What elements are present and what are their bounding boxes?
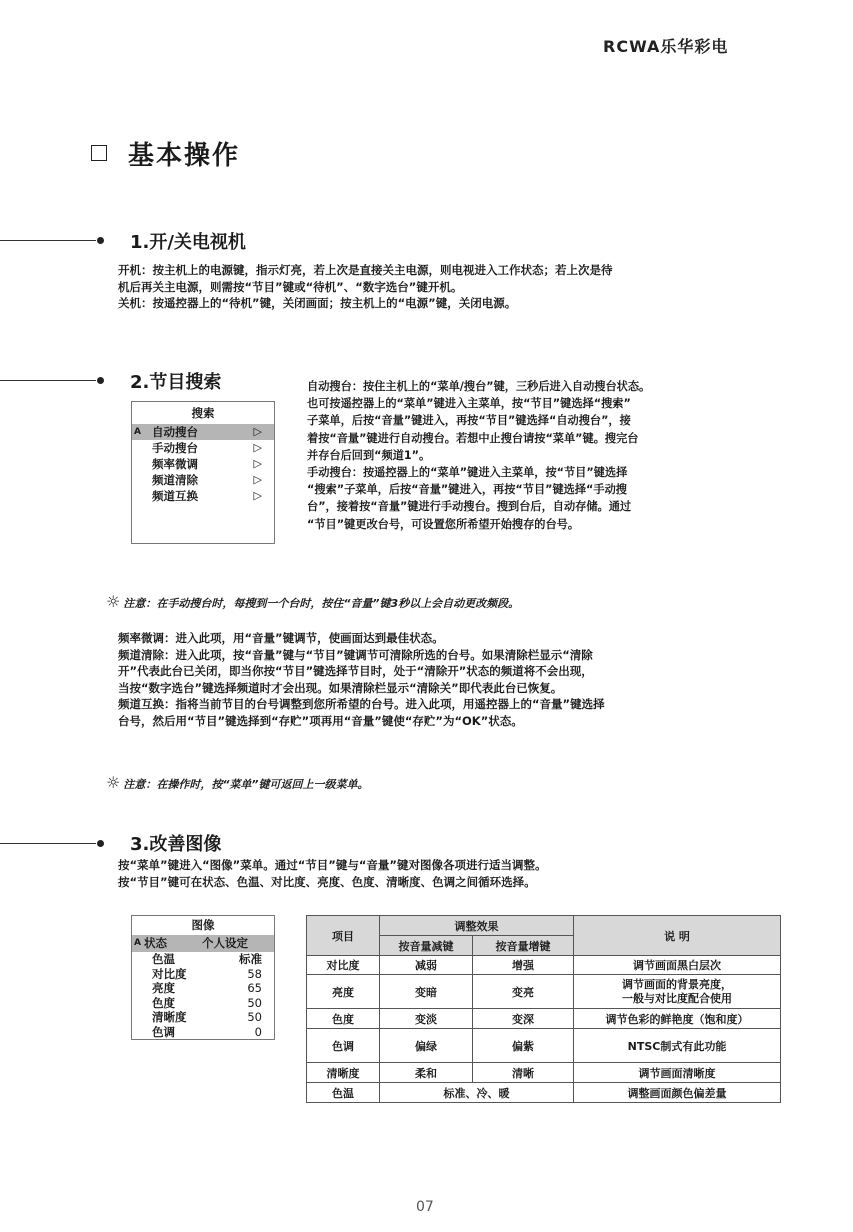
cell-item: 亮度 <box>307 975 380 1009</box>
text-line: 机后再关主电源，则需按“节目”键或“待机”、“数字选台”键开机。 <box>118 279 463 294</box>
search-menu <box>131 401 275 544</box>
text-line: 按“节目”键可在状态、色温、对比度、亮度、色度、清晰度、色调之间循环选择。 <box>118 874 536 889</box>
text-line: 频道互换：指将当前节目的台号调整到您所希望的台号。进入此项，用遥控器上的“音量”键选择 <box>118 697 605 711</box>
cell-inc: 偏紫 <box>473 1029 574 1063</box>
table-row <box>307 975 781 1009</box>
arrow-right-icon: ▷ <box>253 425 262 438</box>
section-rule <box>0 240 96 241</box>
menu-item-value: 个人设定 <box>202 936 248 950</box>
section-power-text <box>118 262 788 312</box>
menu-item-brightness[interactable] <box>132 981 274 996</box>
menu-item-color[interactable] <box>132 996 274 1011</box>
menu-title: 图像 <box>191 918 215 932</box>
menu-item-label: 状态 <box>144 936 167 950</box>
arrow-right-icon: ▷ <box>253 473 262 486</box>
cell-desc: 调节色彩的鲜艳度（饱和度） <box>574 1009 781 1029</box>
text-line: 手动搜台：按遥控器上的“菜单”键进入主菜单，按“节目”键选择 <box>307 466 628 480</box>
cell-dec: 柔和 <box>380 1063 473 1083</box>
table-row <box>307 1083 781 1103</box>
text-line: 着按“音量”键进行自动搜台。若想中止搜台请按“菜单”键。搜完台 <box>307 431 639 445</box>
section-picture-text <box>118 857 793 890</box>
cell-inc: 变亮 <box>473 975 574 1009</box>
adjustment-table <box>306 915 781 1103</box>
menu-item-value: 0 <box>254 1024 262 1039</box>
cell-desc: 调节画面黑白层次 <box>574 956 781 975</box>
menu-item-label: 频率微调 <box>152 457 198 471</box>
table-row <box>307 1029 781 1063</box>
menu-item-channel-swap[interactable] <box>132 488 274 504</box>
note-text: 注意：在操作时，按“菜单”键可返回上一级菜单。 <box>123 778 369 791</box>
cell-inc: 增强 <box>473 956 574 975</box>
cell-item: 对比度 <box>307 956 380 975</box>
cursor-mark: A <box>134 938 141 948</box>
header-effect: 调整效果 <box>380 916 574 936</box>
text-line: “搜索”子菜单，后按“音量”键进入，再按“节目”键选择“手动搜 <box>307 483 627 497</box>
menu-item-label: 手动搜台 <box>152 441 198 455</box>
menu-item-color-temp[interactable] <box>132 952 274 967</box>
menu-title: 搜索 <box>191 406 215 420</box>
menu-item-value: 58 <box>247 966 262 981</box>
arrow-right-icon: ▷ <box>253 457 262 470</box>
header-volume-up: 按音量增键 <box>473 936 574 956</box>
menu-item-auto-search[interactable] <box>132 424 274 440</box>
cell-item: 清晰度 <box>307 1063 380 1083</box>
page-number: 07 <box>416 1199 434 1215</box>
note-menu-return <box>106 773 369 792</box>
menu-item-label: 色调 <box>152 1024 175 1039</box>
section-title-picture: 3.改善图像 <box>130 834 222 855</box>
menu-item-value: 50 <box>247 1010 262 1024</box>
menu-item-label: 色度 <box>152 995 175 1010</box>
cell-dec: 减弱 <box>380 956 473 975</box>
bullet-dot <box>97 377 104 384</box>
note-manual-search <box>106 592 519 611</box>
picture-menu <box>131 915 275 1040</box>
sun-icon: ☼ <box>106 592 121 611</box>
menu-item-label: 亮度 <box>152 981 175 995</box>
header-description: 说 明 <box>574 916 781 956</box>
section-search-text-2 <box>118 630 793 729</box>
sun-icon: ☼ <box>106 773 121 792</box>
table-row <box>307 956 781 975</box>
menu-item-label: 频道清除 <box>152 473 198 487</box>
cursor-mark: A <box>134 427 141 437</box>
text-line: 开机：按主机上的电源键，指示灯亮，若上次是直接关主电源，则电视进入工作状态；若上次是待 <box>118 263 613 277</box>
menu-item-channel-clear[interactable] <box>132 472 274 488</box>
section-search-text <box>307 378 787 533</box>
header-volume-down: 按音量减键 <box>380 936 473 956</box>
text-line: 频道清除：进入此项，按“音量”键与“节目”键调节可清除所选的台号。如果清除栏显示“清除 <box>118 647 593 662</box>
text-line: 台”，接着按“音量”键进行手动搜台。搜到台后，自动存储。通过 <box>307 500 632 514</box>
cell-desc <box>574 975 781 1009</box>
section-rule <box>0 843 96 844</box>
text-line: 开”代表此台已关闭，即当你按“节目”键选择节目时，处于“清除开”状态的频道将不会出现， <box>118 664 593 678</box>
menu-item-label: 频道互换 <box>152 489 198 503</box>
arrow-right-icon: ▷ <box>253 441 262 454</box>
menu-item-label: 色温 <box>152 952 175 966</box>
menu-item-contrast[interactable] <box>132 967 274 982</box>
bullet-dot <box>97 237 104 244</box>
menu-item-fine-tune[interactable] <box>132 456 274 472</box>
section-title-power: 1.开/关电视机 <box>130 232 246 253</box>
cell-inc: 变深 <box>473 1009 574 1029</box>
text-line: 频率微调：进入此项，用“音量”键调节，使画面达到最佳状态。 <box>118 631 444 645</box>
menu-item-value: 50 <box>247 995 262 1010</box>
section-title-search: 2.节目搜索 <box>130 372 222 393</box>
arrow-right-icon: ▷ <box>253 489 262 502</box>
text-line: 自动搜台：按住主机上的“菜单/搜台”键，三秒后进入自动搜台状态。 <box>307 380 651 393</box>
menu-item-label: 对比度 <box>152 966 187 981</box>
menu-item-value: 65 <box>247 981 262 995</box>
table-row <box>307 1009 781 1029</box>
text-line: 并存台后回到“频道1”。 <box>307 448 431 462</box>
menu-item-status[interactable] <box>132 935 274 952</box>
text-line: 按“菜单”键进入“图像”菜单。通过“节目”键与“音量”键对图像各项进行适当调整。 <box>118 858 547 872</box>
cell-dec: 变暗 <box>380 975 473 1009</box>
text-line: 台号，然后用“节目”键选择到“存贮”项再用“音量”键使“存贮”为“OK”状态。 <box>118 713 523 728</box>
brand-logo: RCWA乐华彩电 <box>603 37 729 56</box>
menu-item-sharpness[interactable] <box>132 1010 274 1025</box>
cell-item: 色调 <box>307 1029 380 1063</box>
note-text: 注意：在手动搜台时，每搜到一个台时，按住“音量”键3秒以上会自动更改频段。 <box>123 597 520 610</box>
menu-item-tint[interactable] <box>132 1025 274 1040</box>
cell-desc-line: 调节画面的背景亮度， <box>622 977 732 991</box>
cell-desc: 调整画面颜色偏差量 <box>574 1083 781 1103</box>
cell-merged: 标准、冷、暖 <box>380 1083 574 1103</box>
cell-item: 色度 <box>307 1009 380 1029</box>
text-line: 当按“数字选台”键选择频道时才会出现。如果清除栏显示“清除关”即代表此台已恢复。 <box>118 680 563 695</box>
menu-item-label: 自动搜台 <box>152 425 198 439</box>
title-checkbox-icon <box>91 145 107 161</box>
page-title: 基本操作 <box>128 141 241 171</box>
cell-item: 色温 <box>307 1083 380 1103</box>
menu-item-label: 清晰度 <box>152 1010 187 1024</box>
header-item: 项目 <box>307 916 380 956</box>
text-line: “节目”键更改台号，可设置您所希望开始搜存的台号。 <box>307 517 580 531</box>
table-row <box>307 1063 781 1083</box>
cell-desc: 调节画面清晰度 <box>574 1063 781 1083</box>
text-line: 子菜单，后按“音量”键进入，再按“节目”键选择“自动搜台”，接 <box>307 414 631 428</box>
section-rule <box>0 380 96 381</box>
menu-item-value: 标准 <box>239 952 262 966</box>
cell-inc: 清晰 <box>473 1063 574 1083</box>
bullet-dot <box>97 840 104 847</box>
text-line: 关机：按遥控器上的“待机”键，关闭画面；按主机上的“电源”键，关闭电源。 <box>118 296 517 310</box>
cell-desc: NTSC制式有此功能 <box>574 1029 781 1063</box>
text-line: 也可按遥控器上的“菜单”键进入主菜单，按“节目”键选择“搜索” <box>307 397 631 411</box>
menu-item-manual-search[interactable] <box>132 440 274 456</box>
cell-dec: 偏绿 <box>380 1029 473 1063</box>
cell-desc-line: 一般与对比度配合使用 <box>622 991 732 1005</box>
cell-dec: 变淡 <box>380 1009 473 1029</box>
